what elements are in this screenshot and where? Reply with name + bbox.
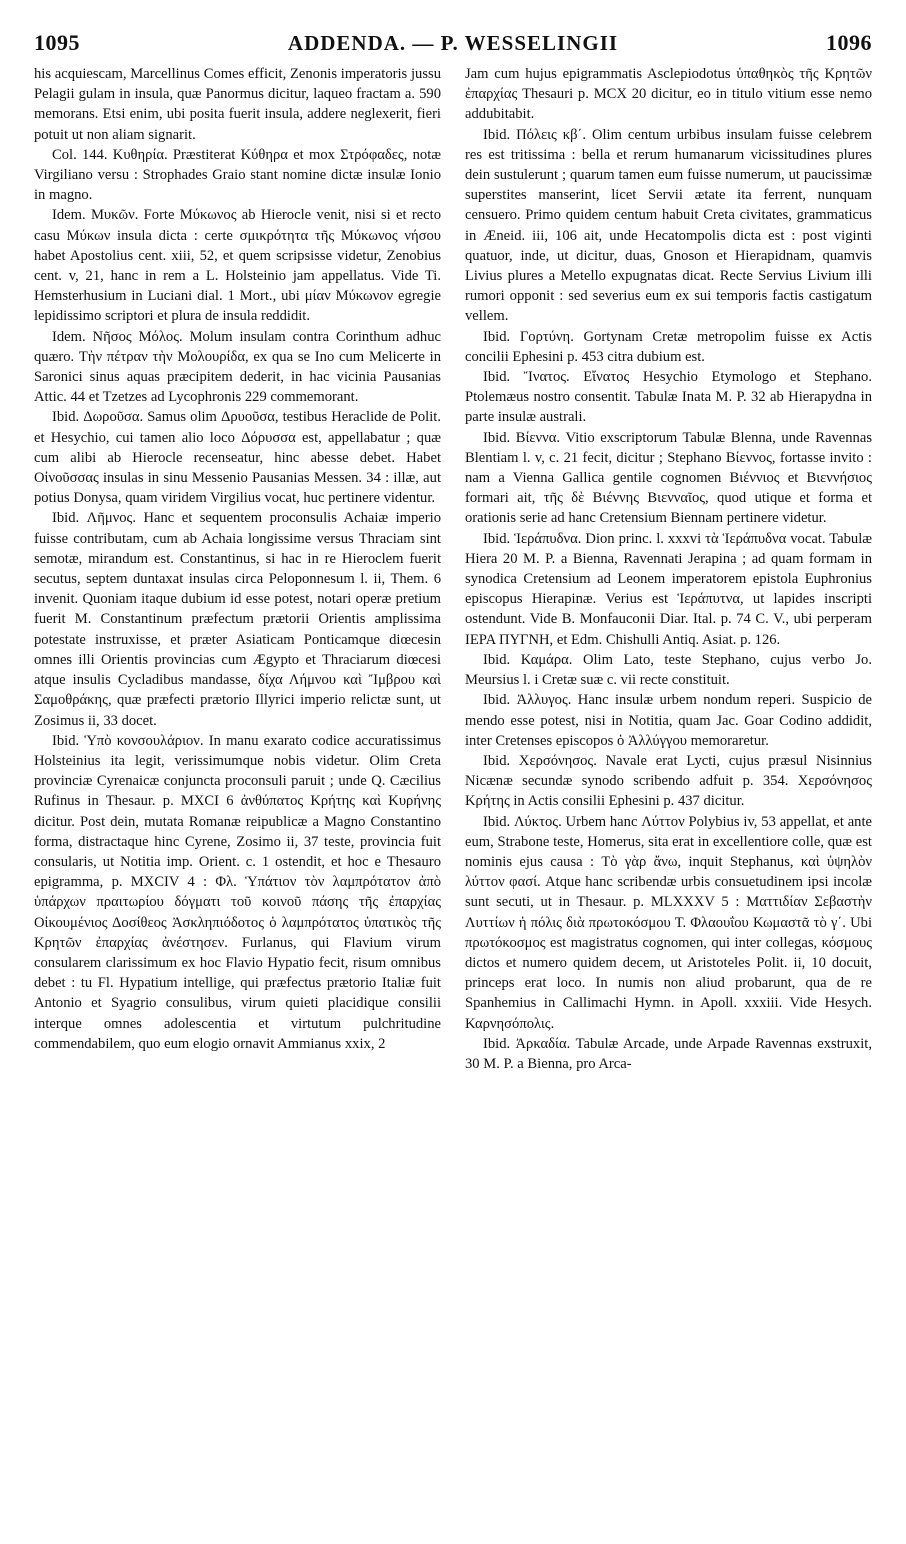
paragraph: Ibid. Λῆμνος. Hanc et sequentem proconsulis Achaiæ imperio fuisse contributam, cum ab Achaia longissime versus Thraciam sint semotæ, mirandum est. Constantinus, si hac in re Hieroclem fuerit secutus, septem duntaxat insulas circa Peloponnesum l. ii, Them. 6 invenit. Quoniam itaque dubium id esse potest, notari operæ pretium fuerit M. Constantinum præfectum prætorii Orientis amplissima potestate instruxisse, et præter Asiaticam Ponticamque diœcesin omnes illi Orientis provincias cum Ægypto et Thraciarum diœcesi atque insulis Cycladibus mandasse, δίχα Λήμνου καὶ Ἴμβρου καὶ Σαμοθράκης, quæ præfecti prætorio Illyrici imperio relictæ sunt, ut Zosimus ii, 33 docet.	[34, 510, 441, 729]
paragraph: Ibid. Καμάρα. Olim Lato, teste Stephano, cujus verbo Jo. Meursius l. i Cretæ suæ c. vii recte constituit.	[465, 651, 872, 689]
paragraph: Ibid. Δωροῦσα. Samus olim Δρυοῦσα, testibus Heraclide de Polit. et Hesychio, cui tamen alio loco Δόρυσσα est, appellabatur ; quæ cum alibi ab Hierocle recenseatur, hinc abesse debet. Habet Οἰνοῦσσας insulas in sinu Messenio Pausanias Messen. 34 : illæ, aut potius Donysa, quam viridem Virgilius vocat, huc pertinere videntur.	[34, 409, 441, 507]
paragraph: his acquiescam, Marcellinus Comes efficit, Zenonis imperatoris jussu Pelagii gulam in insula, quæ Panormus dicitur, laqueo fractam a. 590 memorans. Etsi enim, ubi posita fuerit insula, addere neglexerit, fieri potuit ut non aliam signarit.	[34, 66, 441, 143]
paragraph: Ibid. Λύκτος. Urbem hanc Λύττον Polybius iv, 53 appellat, et ante eum, Strabone teste, Homerus, sita erat in excellentiore colle, quæ est nominis ejus causa : Τὸ γὰρ ἄνω, inquit Stephanus, καὶ ὑψηλὸν λύττον φασί. Atque hanc scribendæ urbis consuetudinem ipsi incolæ sunt secuti, ut in Thesaur. p. MLXXXV 5 : Ματτιδίαν Σεβαστὴν Λυττίων ἡ πόλις διὰ πρωτοκόσμου Τ. Φλαουΐου Κωμαστᾶ τὸ γ΄. Ubi πρωτόκοσμος est magistratus cognomen, qui inter collegas, κόσμους dictos et numero quidem decem, ut Aristoteles Polit. ii, 10 docuit, princeps erat loco. In numis non aliud probarunt, qua de re Spanhemius in Callimachi Hymn. in Apoll. xxxiii. Vide Hesych. Καρνησόπολις.	[465, 813, 872, 1032]
paragraph: Idem. Νῆσος Μόλος. Molum insulam contra Corinthum adhuc quæro. Τὴν πέτραν τὴν Μολουρίδα, ex qua se Ino cum Melicerte in Saronici sinus aquas præcipitem dederit, in hac vicinia Pausanias Attic. 44 et Tzetzes ad Lycophronis 229 commemorant.	[34, 328, 441, 406]
paragraph: Ibid. Ἴνατος. Εἴνατος Hesychio Etymologo et Stephano. Ptolemæus nostro consentit. Tabulæ Inata M. P. 32 ab Hierapydna in parte insulæ australi.	[465, 369, 872, 426]
paragraph: Ibid. Πόλεις κβ΄. Olim centum urbibus insulam fuisse celebrem res est tritissima : bella et rerum humanarum vicissitudines plures dein sustulerunt ; quarum tamen eum fuisse numerum, ut paucissimæ superstites manserint, licet Servii ætate ita ferrent, nunquam censuero. Primo quidem centum habuit Creta civitates, grammaticus in Æneid. iii, 106 ait, unde Hecatompolis dicta est : post viginti quatuor, inde, ut dicitur, duas, Gnoson et Hierapidnam, quamvis Livius plures a Metello expugnatas dicat. Recte Servius Livium illi rumori opponit : sed severius eum ex sui temporis factis castigatum vellem.	[465, 126, 872, 325]
paragraph: Ibid. Βίεννα. Vitio exscriptorum Tabulæ Blenna, unde Ravennas Blentiam l. v, c. 21 fecit, dicitur ; Stephano Βίεννος, fortasse invito : nam a Vienna Gallica gentile cognomen Βιέννιος et Βιεννήσιος formari ait, τῆς δὲ Βιέννης Βιενναῖος, quod utique et forma et orationis serie ad hanc Cretensium Biennam pertinere videtur.	[465, 429, 872, 527]
paragraph: Ibid. Ἱεράπυδνα. Dion princ. l. xxxvi τὰ Ἱεράπυδνα vocat. Tabulæ Hiera 20 M. P. a Bienna, Ravennati Jerapina ; ad quam formam in synodica Cretensium ad Leonem imperatorem epistola Euphronius episcopus Hierapinæ. Verius est Ἱεράπυτνα, ut lapides inscripti ostendunt. Vide B. Monfauconii Diar. Ital. p. 74 C. V., ubi perperam ΙΕΡΑ ΠΥΓΝΗ, et Edm. Chishulli Antiq. Asiat. p. 126.	[465, 530, 872, 648]
paragraph: Ibid. Ἀρκαδία. Tabulæ Arcade, unde Arpade Ravennas exstruxit, 30 M. P. a Bienna, pro Arca-	[465, 1035, 872, 1072]
page-number-right: 1096	[825, 30, 872, 55]
paragraph: Idem. Μυκῶν. Forte Μύκωνος ab Hierocle venit, nisi si et recto casu Μύκων insula dicta : certe σμικρότητα τῆς Μύκωνος νήσου habet Apostolius cent. xiii, 52, et quem scripsisse videtur, Zenobius cent. v, 21, hanc in rem a L. Holsteinio jam appellatus. Vide Ti. Hemsterhusium in Luciani dial. 1 Mort., ubi μίαν Μύκωνον egregie lepidissimo scriptori et plura de insula reddidit.	[34, 207, 441, 325]
paragraph: Ibid. Ἀλλυγος. Hanc insulæ urbem nondum reperi. Suspicio de mendo esse potest, nisi in Notitia, quam Jac. Goar Codino addidit, inter Cretenses episcopos ὁ Ἀλλύγγου memoraretur.	[465, 692, 872, 749]
page-number-left: 1095	[34, 30, 80, 55]
paragraph: Ibid. Ὑπὸ κονσουλάριον. In manu exarato codice accuratissimus Holsteinius ita legit, verissimumque nobis videtur. Olim Creta provinciæ Cyrenaicæ conjuncta proconsuli paruit ; unde Q. Cæcilius Rufinus in Thesaur. p. MXCI 6 ἀνθύπατος Κρήτης καὶ Κυρήνης dicitur. Post dein, mutata Romanæ reipublicæ a Magno Constantino forma, distractaque hinc Cyrene, Zosimo ii, 37 teste, provincia fuit consularis, ut Notitia imp. Orient. c. 1 ostendit, et hoc e Thesauro epigramma, p. MXCIV 4 : Φλ. Ὑπάτιον τὸν λαμπρότατον ἀπὸ ὑπάρχων πραιτωρίου δόγματι τοῦ κοινοῦ πάσης τῆς ἐπαρχίας Οἰκουμένιος Δοσίθεος Ἀσκληπιόδοτος ὁ λαμπρότατος ὑπατικὸς τῆς Κρητῶν ἐπαρχίας ἀνέστησεν. Furlanus, qui Flavium virum consularem clarissimum ex hoc Flavio Hypatio fecit, risum omnibus debet : tu Fl. Hypatium intellige, qui præfectus prætorio Italiæ fuit Antonio et Syagrio consulibus, virum quieti placidique consilii interque omnes adolescentia et virtutum pulchritudine commendabilem, quo eum elogio ornavit Ammianus xxix, 2	[34, 732, 441, 1052]
text-columns	[34, 64, 872, 1544]
paragraph: Col. 144. Κυθηρία. Præstiterat Κύθηρα et mox Στρόφαδες, notæ Virgiliano versu : Strophades Graio stant nomine dictæ insulæ Ionio in magno.	[34, 146, 441, 204]
paragraph: Ibid. Χερσόνησος. Navale erat Lycti, cujus præsul Nisinnius Nicænæ secundæ synodo scribendo adfuit p. 354. Χερσόνησος Κρήτης in Actis consilii Ephesini p. 437 dicitur.	[465, 752, 872, 810]
left-column	[34, 64, 441, 1544]
paragraph: Jam cum hujus epigrammatis Asclepiodotus ὑπαθηκὸς τῆς Κρητῶν ἐπαρχίας Thesauri p. MCX 20 dicitur, eo in titulo vitium esse nemo addubitabit.	[465, 66, 872, 123]
page-header	[34, 28, 872, 58]
paragraph: Ibid. Γορτύνη. Gortynam Cretæ metropolim fuisse ex Actis concilii Ephesini p. 453 citra dubium est.	[465, 328, 872, 365]
right-column	[465, 64, 872, 1544]
running-title: ADDENDA. — P. WESSELINGII	[287, 31, 619, 55]
